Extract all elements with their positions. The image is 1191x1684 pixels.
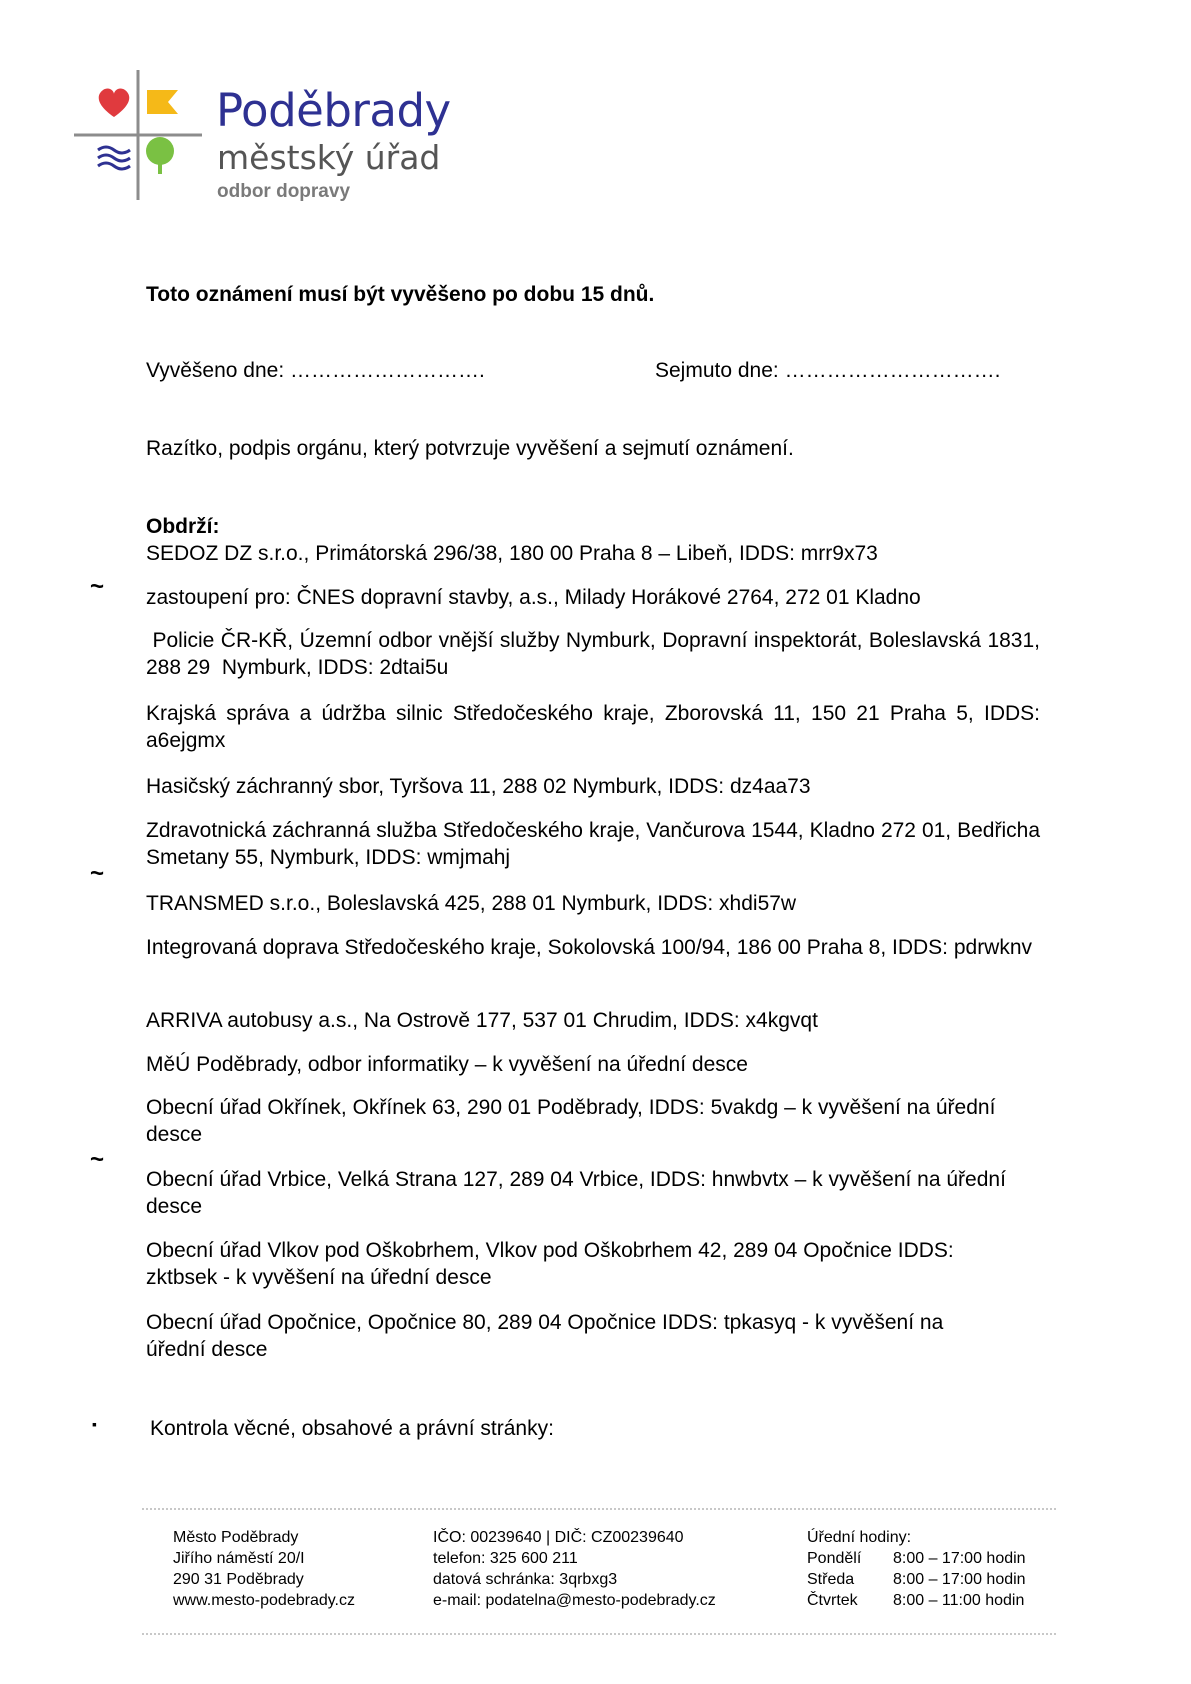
recipient-item: Obecní úřad Opočnice, Opočnice 80, 289 04 Opočnice IDDS: tpkasyq - k vyvěšení na úřední desce bbox=[146, 1311, 944, 1361]
footer-contact bbox=[433, 1527, 716, 1611]
logo-city-name: Poděbrady bbox=[216, 84, 451, 137]
office-hours-day: Středa bbox=[807, 1571, 855, 1588]
recipient-item: TRANSMED s.r.o., Boleslavská 425, 288 01 Nymburk, IDDS: xhdi57w bbox=[146, 892, 797, 915]
margin-mark: ~ bbox=[90, 1146, 105, 1173]
office-hours-row bbox=[807, 1590, 1026, 1611]
margin-mark: ~ bbox=[90, 860, 105, 887]
posted-date-field: Vyvěšeno dne: ………………………. bbox=[146, 359, 485, 382]
recipient-item: Policie ČR-KŘ, Územní odbor vnější služby Nymburk, Dopravní inspektorát, Boleslavská 1831, 288 29 Nymburk, IDDS: 2dtai5u bbox=[146, 629, 1046, 679]
stamp-signature-note: Razítko, podpis orgánu, který potvrzuje vyvěšení a sejmutí oznámení. bbox=[146, 437, 794, 460]
recipients-heading: Obdrží: bbox=[146, 515, 220, 538]
margin-mark: ~ bbox=[90, 573, 105, 600]
footer-address bbox=[173, 1527, 355, 1611]
office-hours-time: 8:00 – 11:00 hodin bbox=[893, 1592, 1025, 1609]
recipient-item: Krajská správa a údržba silnic Středočeského kraje, Zborovská 11, 150 21 Praha 5, IDDS: a6ejgmx bbox=[146, 702, 1040, 752]
footer-bottom-divider bbox=[142, 1633, 1056, 1635]
logo-emblem bbox=[74, 70, 214, 205]
city-logo bbox=[74, 70, 464, 205]
office-hours-row bbox=[807, 1569, 1026, 1590]
logo-office-name: městský úřad bbox=[217, 138, 441, 177]
recipient-item: Obecní úřad Okřínek, Okřínek 63, 290 01 Poděbrady, IDDS: 5vakdg – k vyvěšení na úřední desce bbox=[146, 1096, 996, 1146]
office-hours-heading: Úřední hodiny: bbox=[807, 1529, 912, 1546]
removed-date-field: Sejmuto dne: …………………………. bbox=[655, 359, 1001, 382]
office-hours-day: Čtvrtek bbox=[807, 1592, 858, 1609]
footer-ico-dic: IČO: 00239640 | DIČ: CZ00239640 bbox=[433, 1529, 684, 1546]
recipient-item: MěÚ Poděbrady, odbor informatiky – k vyvěšení na úřední desce bbox=[146, 1053, 748, 1076]
footer-address-line: 290 31 Poděbrady bbox=[173, 1571, 304, 1588]
footer-top-divider bbox=[142, 1508, 1056, 1510]
office-hours-day: Pondělí bbox=[807, 1550, 862, 1567]
posting-notice: Toto oznámení musí být vyvěšeno po dobu 15 dnů. bbox=[146, 283, 655, 306]
footer-office-hours bbox=[807, 1527, 1026, 1611]
recipient-item: ARRIVA autobusy a.s., Na Ostrově 177, 537 01 Chrudim, IDDS: x4kgvqt bbox=[146, 1009, 818, 1032]
control-statement: Kontrola věcné, obsahové a právní stránky: bbox=[150, 1417, 554, 1440]
footer-address-line: Město Poděbrady bbox=[173, 1529, 299, 1546]
footer-website: www.mesto-podebrady.cz bbox=[173, 1592, 355, 1609]
footer-data-box: datová schránka: 3qrbxg3 bbox=[433, 1571, 618, 1588]
recipient-item: Hasičský záchranný sbor, Tyršova 11, 288 02 Nymburk, IDDS: dz4aa73 bbox=[146, 775, 811, 798]
recipient-item: zastoupení pro: ČNES dopravní stavby, a.s., Milady Horákové 2764, 272 01 Kladno bbox=[146, 586, 921, 609]
recipient-item: Integrovaná doprava Středočeského kraje, Sokolovská 100/94, 186 00 Praha 8, IDDS: pdrwknv bbox=[146, 936, 1033, 959]
office-hours-time: 8:00 – 17:00 hodin bbox=[893, 1571, 1026, 1588]
footer-email: e-mail: podatelna@mesto-podebrady.cz bbox=[433, 1592, 716, 1609]
logo-department: odbor dopravy bbox=[217, 181, 351, 202]
recipient-item: Zdravotnická záchranná služba Středočeského kraje, Vančurova 1544, Kladno 272 01, Bedřicha Smetany 55, Nymburk, IDDS: wmjmahj bbox=[146, 819, 1040, 869]
footer-phone: telefon: 325 600 211 bbox=[433, 1550, 578, 1567]
footer-address-line: Jiřího náměstí 20/I bbox=[173, 1550, 305, 1567]
recipient-item: Obecní úřad Vrbice, Velká Strana 127, 289 04 Vrbice, IDDS: hnwbvtx – k vyvěšení na úřední desce bbox=[146, 1168, 1006, 1218]
office-hours-row bbox=[807, 1548, 1026, 1569]
recipient-item: Obecní úřad Vlkov pod Oškobrhem, Vlkov pod Oškobrhem 42, 289 04 Opočnice IDDS: zktbsek - k vyvěšení na úřední desce bbox=[146, 1239, 954, 1289]
margin-bullet: ▪ bbox=[92, 1416, 97, 1432]
office-hours-time: 8:00 – 17:00 hodin bbox=[893, 1550, 1026, 1567]
recipient-item: SEDOZ DZ s.r.o., Primátorská 296/38, 180 00 Praha 8 – Libeň, IDDS: mrr9x73 bbox=[146, 542, 878, 565]
